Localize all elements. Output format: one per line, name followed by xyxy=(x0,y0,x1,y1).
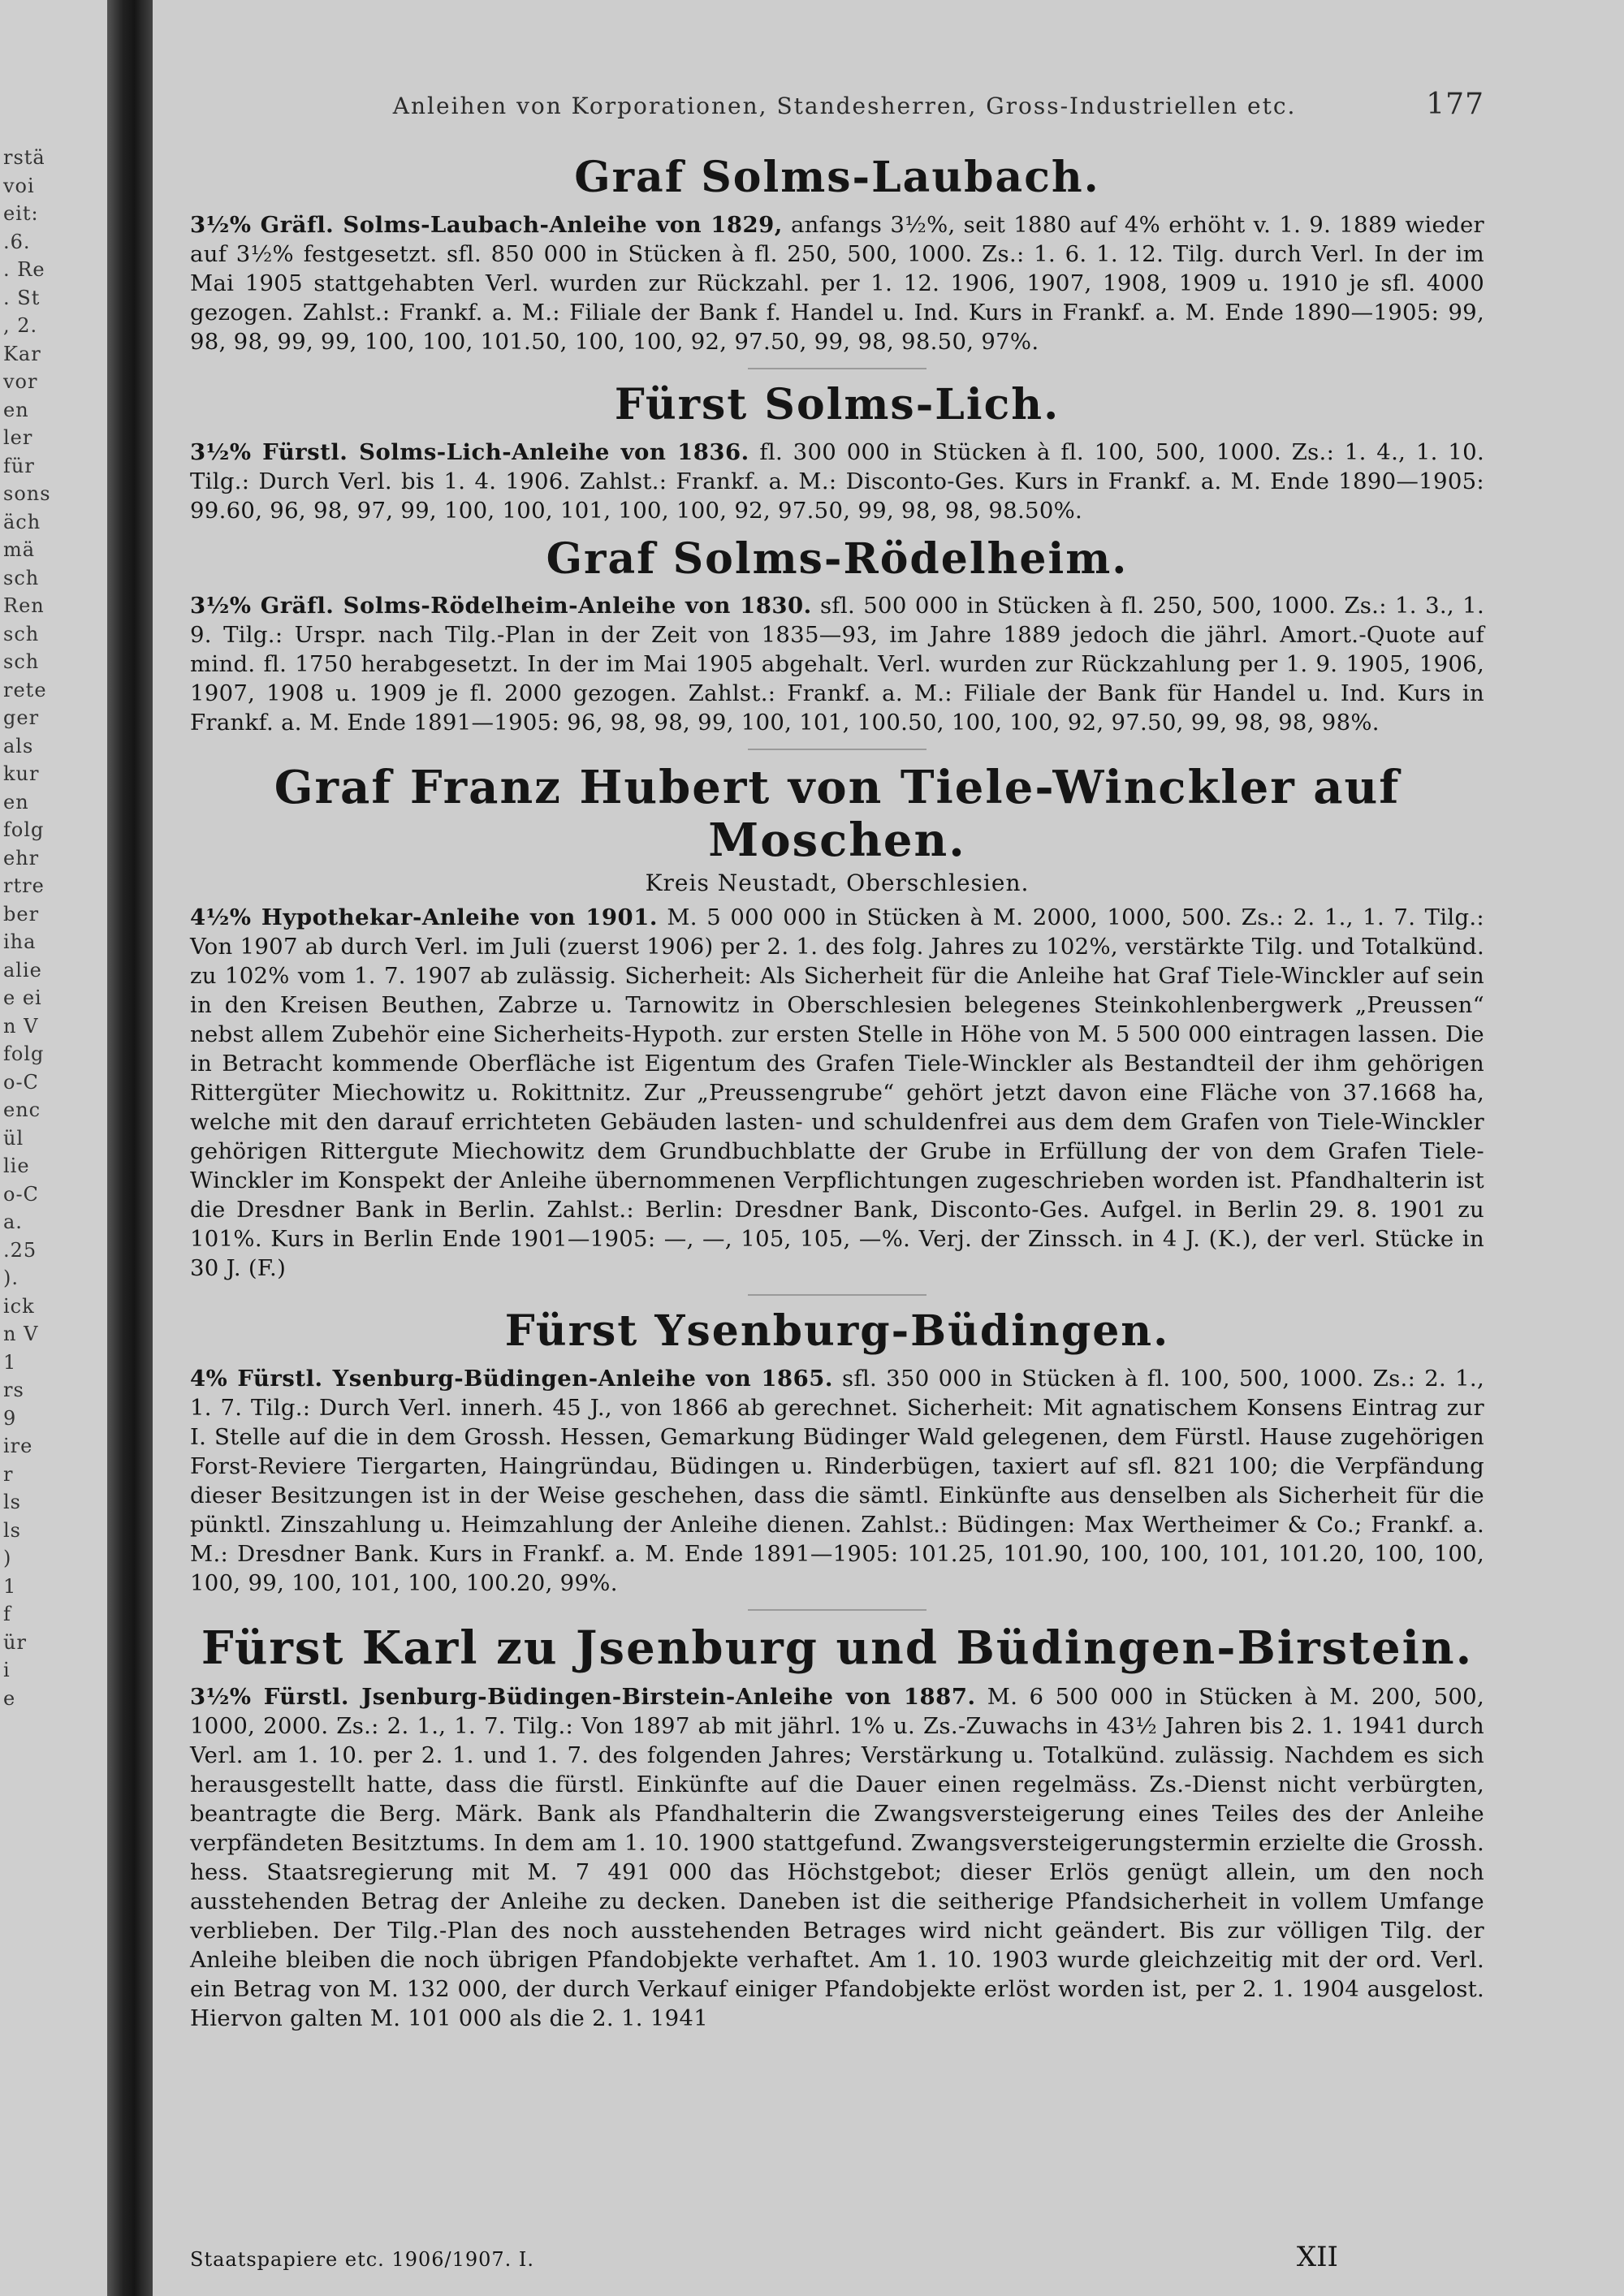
left-page-fragment: sons xyxy=(3,482,51,505)
left-page-fragment: i xyxy=(3,1659,11,1681)
left-page-fragment: en xyxy=(3,790,29,814)
document-page xyxy=(153,0,1624,2296)
section-title: Graf Solms-Rödelheim. xyxy=(546,533,1129,584)
divider xyxy=(748,1609,926,1611)
section-title: Graf Solms-Laubach. xyxy=(574,153,1100,202)
section-title: Fürst Karl zu Jsenburg und Büdingen-Birstein. xyxy=(201,1621,1474,1675)
page-number: 177 xyxy=(1426,88,1484,121)
left-page-fragment: folg xyxy=(3,818,45,841)
left-page-fragment: enc xyxy=(3,1098,41,1121)
footer-series: Staatspapiere etc. 1906/1907. I. xyxy=(190,2248,535,2271)
loan-text: sfl. 350 000 in Stücken à fl. 100, 500, 1000. Zs.: 2. 1., 1. 7. Tilg.: Durch Verl. innerh. 45 J., von 1866 ab gerechnet. Sicherheit: Mit agnatischem Konsens Eintrag zur I. Stelle auf die in dem Grossh. Hessen, Gemarkung Büdinger Wald gelegenen, dem Fürstl. Hause zugehörigen Forst-Reviere Tiergarten, Haingründau, Büdingen u. Rinderbügen, taxiert auf sfl. 821 100; die Verpfändung dieser Besitzungen ist in der Weise geschehen, dass die sämtl. Einkünfte aus denselben als Sicherheit für die pünktl. Zinszahlung u. Heimzahlung der Anleihe dienen. Zahlst.: Büdingen: Max Wertheimer & Co.; Frankf. a. M.: Dresdner Bank. Kurs in Frankf. a. M. Ende 1891—1905: 101.25, 101.90, 100, 100, 101, 101.20, 100, 100, 100, 99, 100, 101, 100, 100.20, 99%. xyxy=(190,1365,1484,1596)
signature-mark: XII xyxy=(1296,2241,1338,2273)
left-page-fragment: ül xyxy=(3,1126,24,1150)
left-page-fragment: ür xyxy=(3,1630,27,1654)
divider xyxy=(748,1294,926,1296)
left-page-fragment: sch xyxy=(3,622,40,645)
divider xyxy=(748,368,926,369)
page-content xyxy=(190,88,1484,2043)
loan-heading: 3½% Fürstl. Jsenburg-Büdingen-Birstein-Anleihe von 1887. xyxy=(190,1684,976,1711)
left-page-fragment: rete xyxy=(3,678,47,701)
left-page-fragment: 1 xyxy=(3,1350,17,1374)
left-page-fragment: folg xyxy=(3,1042,45,1065)
book-gutter xyxy=(107,0,153,2296)
left-page-fragment: ger xyxy=(3,706,40,729)
left-page-fragment: o-C xyxy=(3,1182,39,1206)
loan-text: sfl. 500 000 in Stücken à fl. 250, 500, 1000. Zs.: 1. 3., 1. 9. Tilg.: Urspr. nach Tilg.-Plan in der Zeit von 1835—93, im Jahre 1889 jedoch die jährl. Amort.-Quote auf mind. fl. 1750 herabgesetzt. In der im Mai 1905 abgehalt. Verl. wurden zur Rückzahlung per 1. 9. 1905, 1906, 1907, 1908 u. 1909 je fl. 2000 gezogen. Zahlst.: Frankf. a. M.: Filiale der Bank für Handel u. Ind. Kurs in Frankf. a. M. Ende 1891—1905: 96, 98, 98, 99, 100, 101, 100.50, 100, 100, 92, 97.50, 99, 98, 98, 98%. xyxy=(190,593,1485,736)
left-page-fragment: f xyxy=(3,1603,11,1625)
left-page-fragment: ls xyxy=(3,1491,21,1513)
left-page-fragment: o-C xyxy=(3,1070,39,1094)
section-body xyxy=(190,903,1484,1283)
left-page-fragment: für xyxy=(3,454,35,477)
loan-heading: 4½% Hypothekar-Anleihe von 1901. xyxy=(190,904,658,931)
left-page-fragment: . Re xyxy=(3,258,45,281)
left-page-fragment: en xyxy=(3,398,29,421)
loan-text: fl. 300 000 in Stücken à fl. 100, 500, 1000. Zs.: 1. 4., 1. 10. Tilg.: Durch Verl. bis 1. 4. 1906. Zahlst.: Frankf. a. M.: Disconto-Ges. Kurs in Frankf. a. M. Ende 1890—1905: 99.60, 96, 98, 97, 99, 100, 100, 101, 100, 100, 92, 97.50, 99, 98, 98, 98.50%. xyxy=(190,438,1485,524)
left-page-fragment: n V xyxy=(3,1323,39,1345)
left-page-fragment: , 2. xyxy=(3,314,38,337)
left-page-fragment: a. xyxy=(3,1211,23,1233)
left-page-fragment: ler xyxy=(3,426,33,449)
left-page-fragment: sch xyxy=(3,650,40,673)
left-page-fragment: alie xyxy=(3,958,42,982)
previous-page-edge xyxy=(0,0,107,2296)
left-page-fragment: lie xyxy=(3,1154,30,1177)
section-body xyxy=(190,1682,1484,2033)
left-page-fragment: ehr xyxy=(3,846,40,870)
left-page-fragment: e xyxy=(3,1686,16,1710)
left-page-fragment: n V xyxy=(3,1014,39,1038)
left-page-fragment: ls xyxy=(3,1518,21,1542)
running-head xyxy=(190,88,1484,121)
section-title: Fürst Ysenburg-Büdingen. xyxy=(504,1306,1170,1357)
left-page-fragment: e ei xyxy=(3,986,42,1009)
left-page-fragment: eit: xyxy=(3,202,39,225)
loan-heading: 3½% Fürstl. Solms-Lich-Anleihe von 1836. xyxy=(190,438,749,465)
left-page-fragment: ) xyxy=(3,1547,12,1569)
left-page-fragment: iha xyxy=(3,930,37,953)
left-page-fragment: kur xyxy=(3,762,40,785)
section-title: Graf Franz Hubert von Tiele-Winckler auf Moschen. xyxy=(274,761,1401,867)
section-solms-lich xyxy=(190,381,1484,525)
loan-heading: 4% Fürstl. Ysenburg-Büdingen-Anleihe von 1865. xyxy=(190,1365,833,1392)
section-body xyxy=(190,438,1484,525)
left-page-fragment: äch xyxy=(3,510,41,533)
left-page-fragment: ick xyxy=(3,1294,35,1318)
running-head-title: Anleihen von Korporationen, Standesherren, Gross-Industriellen etc. xyxy=(392,93,1297,119)
left-page-fragment: rtre xyxy=(3,874,45,897)
left-page-fragment: rstä xyxy=(3,146,45,169)
loan-text: M. 5 000 000 in Stücken à M. 2000, 1000, 500. Zs.: 2. 1., 1. 7. Tilg.: Von 1907 ab durch Verl. im Juli (zuerst 1906) per 2. 1. des folg. Jahres zu 102%, verstärkte Tilg. und Totalkünd. zu 102% vom 1. 7. 1907 ab zulässig. Sicherheit: Als Sicherheit für die Anleihe hat Graf Tiele-Winckler auf sein in den Kreisen Beuthen, Zabrze u. Tarnowitz in Oberschlesien belegenes Steinkohlenbergwerk „Preussen“ nebst allem Zubehör eine Sicherheits-Hypoth. zur ersten Stelle in Höhe von M. 5 500 000 eintragen lassen. Die in Betracht kommende Oberfläche ist Eigentum des Grafen Tiele-Winckler als Bestandteil der ihm gehörigen Rittergüter Miechowitz u. Rokittnitz. Zur „Preussengrube“ gehört jetzt davon eine Fläche von 37.1668 ha, welche mit den darauf errichteten Gebäuden lasten- und schuldenfrei aus dem dem Grafen von Tiele-Winckler gehörigen Rittergute Miechowitz dem Grundbuchblatte der Grube in Erfüllung der von dem Grafen Tiele-Winckler im Konspekt der Anleihe übernommenen Verpflichtungen zugeschrieben worden ist. Pfandhalterin ist die Dresdner Bank in Berlin. Zahlst.: Berlin: Dresdner Bank, Disconto-Ges. Aufgel. in Berlin 29. 8. 1901 zu 101%. Kurs in Berlin Ende 1901—1905: —, —, 105, 105, —%. Verj. der Zinssch. in 4 J. (K.), der verl. Stücke in 30 J. (F.) xyxy=(190,904,1484,1282)
left-page-fragment: r xyxy=(3,1462,14,1486)
page-footer xyxy=(190,2241,1484,2273)
loan-text: M. 6 500 000 in Stücken à M. 200, 500, 1000, 2000. Zs.: 2. 1., 1. 7. Tilg.: Von 1897 ab mit jährl. 1% u. Zs.-Zuwachs in 43½ Jahren bis 2. 1. 1941 durch Verl. am 1. 10. per 2. 1. und 1. 7. des folgenden Jahres; Verstärkung u. Totalkünd. zulässig. Nachdem es sich herausgestellt hatte, dass die fürstl. Einkünfte auf die Dauer einen regelmäss. Zs.-Dienst nicht verbürgten, beantragte die Berg. Märk. Bank als Pfandhalterin die Zwangsversteigerung eines Teiles des der Anleihe verpfändeten Besitztums. In dem am 1. 10. 1900 stattgefund. Zwangsversteigerungstermin erzielte die Grossh. hess. Staatsregierung mit M. 7 491 000 das Höchstgebot; dieser Erlös genügt allein, um den noch ausstehenden Betrag der Anleihe zu decken. Daneben ist die seitherige Pfandsicherheit in vollem Umfange verblieben. Der Tilg.-Plan des noch ausstehenden Betrages wird nicht geändert. Bis zur völligen Tilg. der Anleihe bleiben die noch übrigen Pfandobjekte verhaftet. Am 1. 10. 1903 wurde gleichzeitig mit der ord. Verl. ein Betrag von M. 132 000, der durch Verkauf einiger Pfandobjekte erlöst worden ist, per 2. 1. 1904 ausgelost. Hiervon galten M. 101 000 als die 2. 1. 1941 xyxy=(190,1684,1484,2032)
left-page-fragment: ). xyxy=(3,1267,19,1289)
section-ysenburg-buedingen xyxy=(190,1307,1484,1598)
section-body xyxy=(190,591,1484,737)
section-solms-roedelheim xyxy=(190,535,1484,738)
loan-text: anfangs 3½%, seit 1880 auf 4% erhöht v. 1. 9. 1889 wieder auf 3½% festgesetzt. sfl. 850 000 in Stücken à fl. 250, 500, 1000. Zs.: 1. 6. 1. 12. Tilg. durch Verl. In der im Mai 1905 stattgehabten Verl. wurden zur Rückzahl. per 1. 12. 1906, 1907, 1908, 1909 u. 1910 je sfl. 4000 gezogen. Zahlst.: Frankf. a. M.: Filiale der Bank f. Handel u. Ind. Kurs in Frankf. a. M. Ende 1890—1905: 99, 98, 98, 99, 99, 100, 100, 101.50, 100, 100, 92, 97.50, 99, 98, 98.50, 97%. xyxy=(190,211,1484,355)
section-body xyxy=(190,1364,1484,1598)
left-page-fragment: ber xyxy=(3,902,40,926)
left-page-fragment: . St xyxy=(3,286,41,309)
left-page-fragment: als xyxy=(3,734,34,757)
left-page-fragment: .25 xyxy=(3,1238,37,1262)
left-page-fragment: .6. xyxy=(3,230,31,253)
divider xyxy=(748,749,926,750)
left-page-fragment: 1 xyxy=(3,1574,17,1598)
left-page-fragment: 9 xyxy=(3,1406,17,1430)
section-body xyxy=(190,210,1484,356)
section-tiele-winckler xyxy=(190,762,1484,1283)
left-page-fragment: vor xyxy=(3,370,38,393)
left-page-fragment: rs xyxy=(3,1379,24,1401)
left-page-fragment: sch xyxy=(3,566,40,589)
loan-heading: 3½% Gräfl. Solms-Rödelheim-Anleihe von 1830. xyxy=(190,593,812,619)
left-page-fragment: Kar xyxy=(3,342,41,365)
section-solms-laubach xyxy=(190,153,1484,356)
section-jsenburg-birstein xyxy=(190,1622,1484,2033)
left-page-fragment: mä xyxy=(3,538,36,561)
left-page-fragment: ire xyxy=(3,1435,33,1457)
left-page-fragment: voi xyxy=(3,174,35,197)
left-page-fragment: Ren xyxy=(3,594,45,617)
loan-heading: 3½% Gräfl. Solms-Laubach-Anleihe von 1829, xyxy=(190,211,783,238)
section-subtitle: Kreis Neustadt, Oberschlesien. xyxy=(645,870,1030,897)
section-title: Fürst Solms-Lich. xyxy=(614,379,1060,429)
